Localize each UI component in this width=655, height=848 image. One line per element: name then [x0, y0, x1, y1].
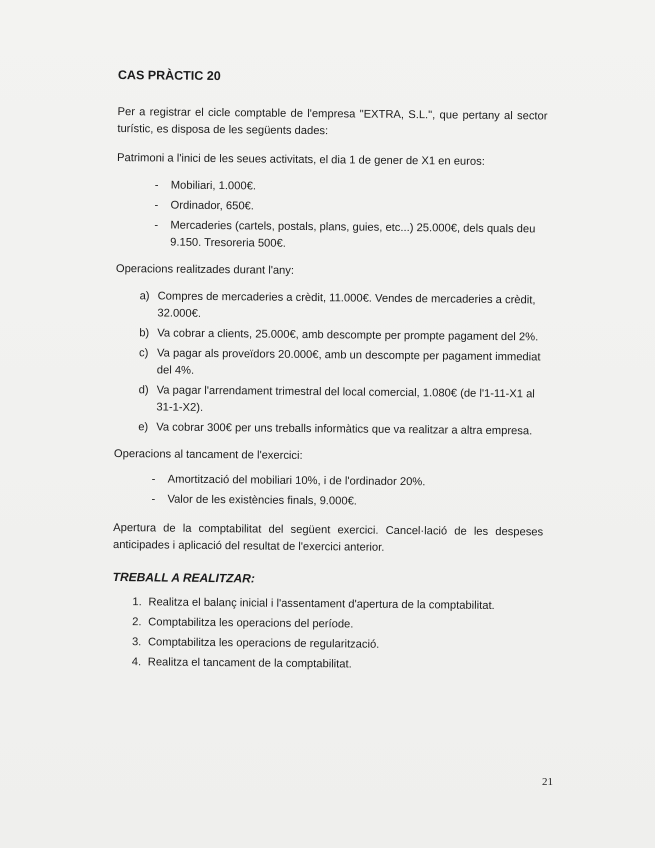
intro-paragraph: Per a registrar el cicle comptable de l'empresa "EXTRA, S.L.", que pertany al sector turístic, es disposa de les següents dades: — [117, 105, 548, 138]
document-content — [112, 68, 548, 678]
closing-text: Valor de les existències finals, 9.000€. — [167, 493, 358, 508]
patrimoni-heading: Patrimoni a l'inici de les seues activitats, el dia 1 de gener de X1 en euros: — [116, 151, 485, 168]
operation-item — [139, 325, 545, 346]
dash-bullet: - — [154, 219, 159, 232]
operation-text: Va pagar l'arrendament trimestral del local comercial, 1.080€ (de l'1-11-X1 al 31-1-X2). — [156, 384, 535, 414]
closing-item — [152, 471, 544, 492]
apertura-paragraph: Apertura de la comptabilitat del següent exercici. Cancel·lació de les despeses anticipades i aplicació del resultat de l'exercici anterior. — [112, 521, 544, 554]
assets-list — [116, 177, 547, 255]
dash-bullet: - — [151, 473, 156, 486]
work-text: Comptabilitza les operacions de regularització. — [147, 636, 380, 651]
work-item — [132, 634, 542, 655]
work-heading: TREBALL A REALITZAR: — [112, 569, 255, 586]
asset-text: Mercaderies (cartels, postals, plans, guies, etc...) 25.000€, dels quals deu 9.150. Tresoreria 500€. — [170, 219, 536, 250]
work-text: Comptabilitza les operacions del període. — [148, 616, 354, 631]
closing-text: Amortització del mobiliari 10%, i de l'ordinador 20%. — [167, 473, 426, 489]
asset-item — [154, 217, 546, 255]
operation-item — [138, 419, 544, 440]
dash-bullet: - — [154, 179, 159, 192]
operation-text: Compres de mercaderies a crèdit, 11.000€. Vendes de mercaderies a crèdit, 32.000€. — [157, 290, 536, 320]
work-item — [132, 594, 542, 615]
work-item — [132, 654, 542, 675]
work-text: Realitza el tancament de la comptabilitat. — [147, 656, 352, 671]
operation-text: Va pagar als proveïdors 20.000€, amb un descompte per pagament immediat del 4%. — [156, 347, 541, 377]
operation-text: Va cobrar a clients, 25.000€, amb descompte per prompte pagament del 2%. — [157, 327, 539, 344]
operation-text: Va cobrar 300€ per uns treballs informàtics que va realitzar a altra empresa. — [156, 421, 533, 438]
work-number: 4. — [131, 656, 142, 669]
work-number: 3. — [131, 636, 142, 649]
asset-item — [154, 197, 546, 218]
closing-item — [151, 491, 543, 512]
operation-letter: e) — [138, 421, 149, 434]
operation-item — [139, 288, 545, 326]
work-list — [112, 594, 543, 675]
work-item — [132, 614, 542, 635]
work-number: 2. — [132, 616, 142, 629]
work-number: 1. — [132, 596, 142, 609]
operation-letter: b) — [139, 327, 150, 340]
closing-heading: Operacions al tancament de l'exercici: — [113, 447, 303, 462]
closing-list — [113, 471, 543, 513]
dash-bullet: - — [154, 199, 159, 212]
operation-item — [139, 345, 545, 383]
operation-letter: a) — [139, 290, 150, 303]
operations-heading: Operacions realitzades durant l'any: — [115, 262, 295, 277]
case-title: CAS PRÀCTIC 20 — [117, 68, 221, 84]
operation-letter: c) — [138, 347, 149, 360]
work-text: Realitza el balanç inicial i l'assentament d'apertura de la comptabilitat. — [148, 596, 495, 612]
asset-text: Mobiliari, 1.000€. — [170, 179, 257, 193]
operation-letter: d) — [138, 384, 149, 397]
operation-item — [138, 382, 544, 420]
page-number: 21 — [542, 776, 553, 788]
operations-list — [114, 288, 546, 440]
asset-item — [155, 177, 547, 198]
asset-text: Ordinador, 650€. — [170, 199, 254, 213]
dash-bullet: - — [151, 493, 156, 506]
